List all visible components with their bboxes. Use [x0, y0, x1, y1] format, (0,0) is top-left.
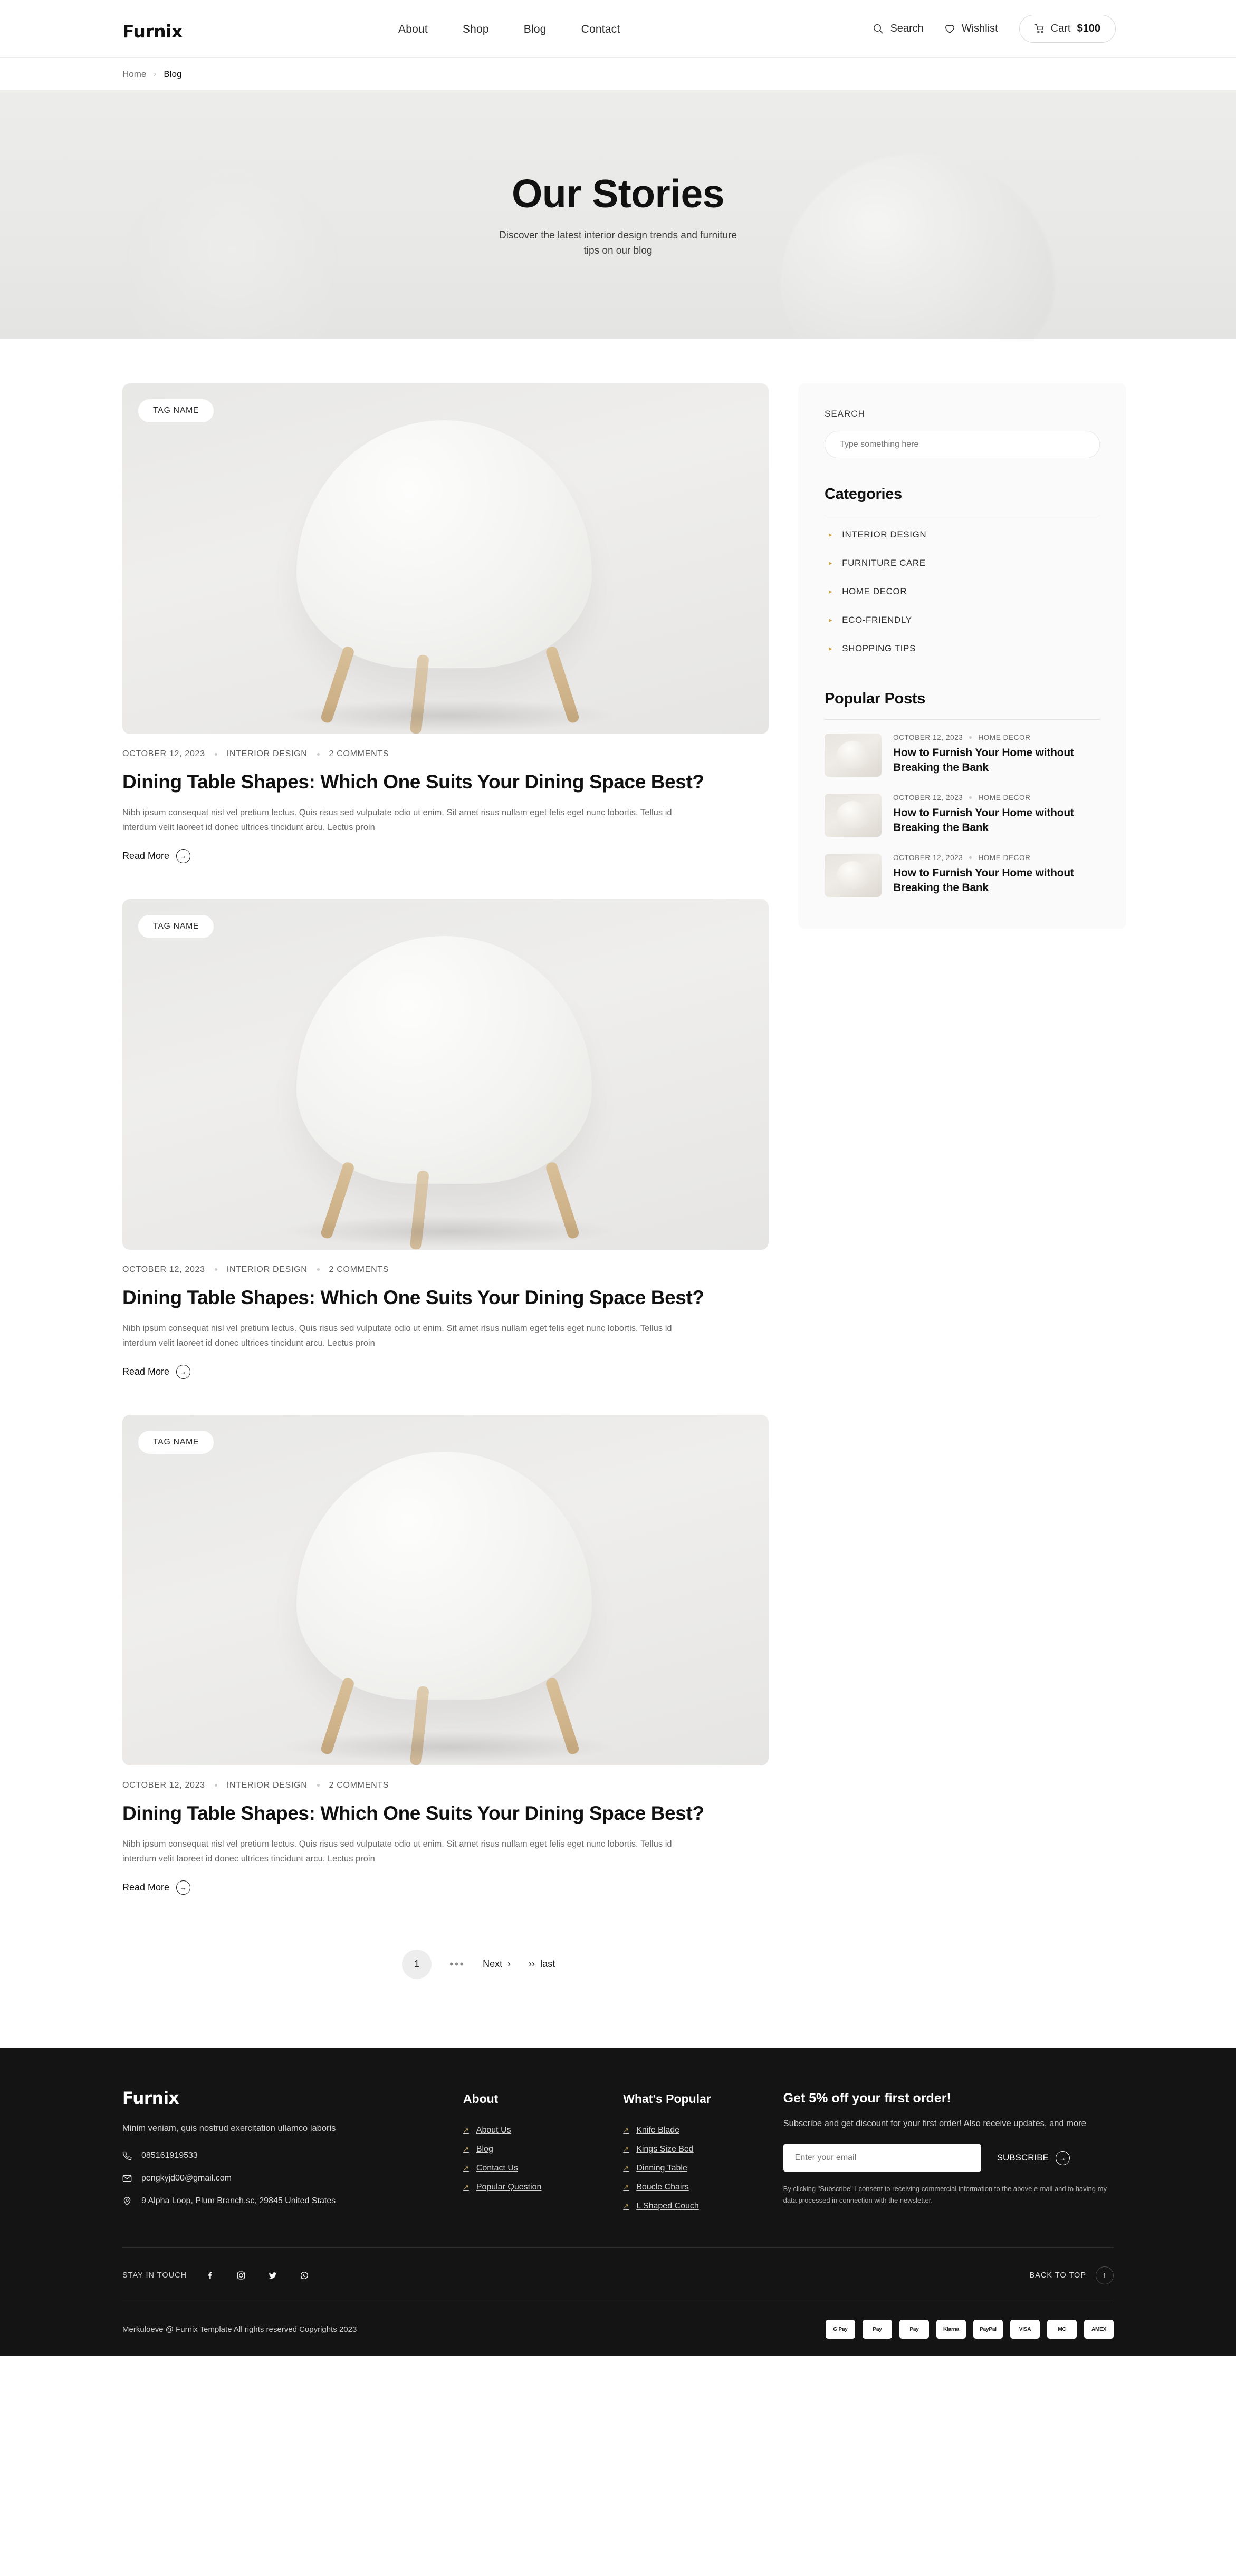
payment-shoppay-icon: Pay [899, 2320, 929, 2339]
wishlist-label: Wishlist [961, 23, 998, 34]
floor-shadow [281, 1731, 618, 1763]
breadcrumb-separator: › [154, 70, 157, 79]
pagination-ellipsis: ••• [449, 1957, 465, 1971]
breadcrumb-current: Blog [164, 69, 182, 79]
meta-dot-icon [969, 856, 972, 859]
main-nav [398, 23, 620, 36]
post-title[interactable]: Dining Table Shapes: Which One Suits Your Dining Space Best? [122, 1802, 704, 1824]
arrow-up-right-icon: ↗ [623, 2126, 629, 2134]
page-title: Our Stories [512, 171, 724, 216]
email-field[interactable] [795, 2153, 970, 2163]
search-label: Search [890, 23, 924, 34]
footer-newsletter [783, 2089, 1114, 2206]
read-more-link[interactable] [122, 1880, 190, 1895]
arrow-up-right-icon: ↗ [463, 2126, 469, 2134]
newsletter-text: Subscribe and get discount for your first order! Also receive updates, and more [783, 2118, 1086, 2128]
hero-banner [0, 91, 1236, 339]
subscribe-button[interactable] [997, 2151, 1070, 2165]
footer-about-heading: About [463, 2091, 499, 2106]
post-comments: 2 COMMENTS [329, 1780, 389, 1790]
location-pin-icon [122, 2196, 132, 2208]
divider [825, 719, 1100, 720]
popular-post-item[interactable] [825, 845, 1100, 905]
post-card [122, 1415, 769, 1895]
post-tag-badge[interactable]: TAG NAME [138, 915, 214, 938]
popular-post-meta [893, 734, 1100, 741]
arrow-right-icon: → [1056, 2151, 1070, 2165]
post-comments: 2 COMMENTS [329, 1265, 389, 1274]
newsletter-email-box[interactable] [783, 2144, 981, 2172]
category-label: ECO-FRIENDLY [842, 615, 912, 625]
popular-post-thumbnail [825, 794, 882, 837]
post-category[interactable]: INTERIOR DESIGN [226, 1265, 308, 1274]
footer-link-label: Blog [476, 2144, 493, 2154]
footer-link-label: Boucle Chairs [636, 2182, 689, 2192]
popular-post-meta [893, 854, 1100, 862]
post-excerpt: Nibh ipsum consequat nisl vel pretium lectus. Quis risus sed vulputate odio ut enim. Sit amet risus nullam eget felis eget nunc lobortis. Tellus id interdum velit laoreet id donec ultrices tincidunt arcu. Lectus proin [122, 1839, 672, 1864]
category-label: INTERIOR DESIGN [842, 529, 927, 539]
breadcrumb [0, 58, 1236, 91]
footer-bottom [122, 2303, 1114, 2356]
pagination-page-1[interactable]: 1 [402, 1950, 432, 1979]
stay-in-touch-label: STAY IN TOUCH [122, 2271, 187, 2280]
footer-link-label: L Shaped Couch [636, 2201, 699, 2211]
hero-subtitle: Discover the latest interior design trends and furniture tips on our blog [499, 229, 737, 256]
post-card [122, 899, 769, 1379]
sidebar-search-label: SEARCH [825, 409, 865, 419]
read-more-label: Read More [122, 1366, 170, 1377]
newsletter-form [783, 2144, 1114, 2172]
post-list [122, 383, 769, 2016]
post-meta [122, 749, 769, 759]
category-label: FURNITURE CARE [842, 558, 926, 568]
footer-link-blog[interactable] [463, 2140, 623, 2159]
popular-post-category: HOME DECOR [978, 854, 1031, 862]
popular-posts-heading: Popular Posts [825, 690, 926, 707]
arrow-up-right-icon: ↗ [623, 2164, 629, 2172]
footer-link-label: Kings Size Bed [636, 2144, 694, 2154]
arrow-up-right-icon: ↗ [623, 2183, 629, 2191]
footer-social-bar [122, 2248, 1114, 2303]
meta-dot-icon [317, 753, 320, 756]
post-date: OCTOBER 12, 2023 [122, 1265, 205, 1274]
footer-link-knife-blade[interactable] [623, 2121, 783, 2140]
caret-right-icon: ▸ [829, 530, 833, 538]
payment-paypal-icon: PayPal [973, 2320, 1003, 2339]
footer-link-about-us[interactable] [463, 2121, 623, 2140]
search-input[interactable] [840, 440, 1085, 449]
chair-illustration [296, 936, 592, 1184]
footer-brand [122, 2089, 463, 2208]
payment-methods [826, 2320, 1114, 2339]
meta-dot-icon [215, 1268, 217, 1271]
back-to-top-button[interactable] [1030, 2266, 1114, 2284]
read-more-label: Read More [122, 1882, 170, 1893]
pagination-last-label: last [540, 1958, 555, 1970]
post-title[interactable]: Dining Table Shapes: Which One Suits Your Dining Space Best? [122, 1286, 704, 1308]
post-category[interactable]: INTERIOR DESIGN [226, 749, 308, 758]
category-item-shopping-tips[interactable] [825, 634, 1100, 663]
payment-gpay-icon: G Pay [826, 2320, 855, 2339]
footer-about-column [463, 2089, 623, 2197]
arrow-up-icon: ↑ [1096, 2266, 1114, 2284]
arrow-right-icon: → [176, 1880, 190, 1895]
post-comments: 2 COMMENTS [329, 749, 389, 758]
search-icon [873, 24, 883, 34]
footer-link-l-shaped-couch[interactable] [623, 2197, 783, 2216]
copyright-text: Merkuloeve @ Furnix Template All rights reserved Copyrights 2023 [122, 2324, 357, 2334]
floor-shadow [281, 1215, 618, 1247]
popular-post-date: OCTOBER 12, 2023 [893, 854, 963, 862]
sidebar [798, 383, 1126, 929]
post-meta [122, 1781, 769, 1790]
footer-link-label: Popular Question [476, 2182, 542, 2192]
chair-illustration [296, 1452, 592, 1700]
category-item-home-decor[interactable] [825, 577, 1100, 606]
meta-dot-icon [215, 1784, 217, 1787]
arrow-up-right-icon: ↗ [463, 2183, 469, 2191]
read-more-label: Read More [122, 850, 170, 861]
popular-post-category: HOME DECOR [978, 794, 1031, 802]
facebook-icon[interactable] [200, 2266, 218, 2284]
cart-price: $100 [1077, 23, 1100, 34]
chevron-double-right-icon: ›› [529, 1958, 535, 1970]
post-image[interactable] [122, 1415, 769, 1765]
payment-amex-icon: AMEX [1084, 2320, 1114, 2339]
payment-klarna-icon: Klarna [936, 2320, 966, 2339]
popular-post-item[interactable] [825, 785, 1100, 845]
caret-right-icon: ▸ [829, 644, 833, 652]
site-header [0, 0, 1236, 58]
category-item-eco-friendly[interactable] [825, 606, 1100, 634]
payment-applepay-icon: Pay [863, 2320, 892, 2339]
footer-email: pengkyjd00@gmail.com [141, 2174, 232, 2183]
footer-logo[interactable]: Furnix [122, 2088, 179, 2108]
search-button[interactable] [873, 23, 923, 35]
newsletter-fine-print: By clicking "Subscribe" I consent to receiving commercial information to the above e-mail and to having my data processed in connection with the newsletter. [783, 2185, 1107, 2204]
footer-link-contact-us[interactable] [463, 2159, 623, 2178]
sidebar-search-box[interactable] [825, 431, 1100, 458]
meta-dot-icon [969, 736, 972, 739]
footer-popular-column [623, 2089, 783, 2216]
post-tag-badge[interactable]: TAG NAME [138, 399, 214, 422]
post-category[interactable]: INTERIOR DESIGN [226, 1780, 308, 1790]
read-more-link[interactable] [122, 849, 190, 863]
footer-link-label: Dinning Table [636, 2163, 687, 2173]
post-excerpt: Nibh ipsum consequat nisl vel pretium lectus. Quis risus sed vulputate odio ut enim. Sit amet risus nullam eget felis eget nunc lobortis. Tellus id interdum velit laoreet id donec ultrices tincidunt arcu. Lectus proin [122, 807, 672, 833]
floor-shadow [281, 700, 618, 731]
social-links [122, 2266, 313, 2284]
footer-link-label: About Us [476, 2125, 511, 2135]
popular-post-title: How to Furnish Your Home without Breaking the Bank [893, 807, 1074, 834]
pagination [402, 1931, 769, 2016]
read-more-link[interactable] [122, 1365, 190, 1379]
newsletter-heading: Get 5% off your first order! [783, 2090, 951, 2106]
meta-dot-icon [317, 1268, 320, 1271]
post-date: OCTOBER 12, 2023 [122, 749, 205, 758]
post-image[interactable] [122, 899, 769, 1250]
arrow-up-right-icon: ↗ [623, 2202, 629, 2210]
category-item-interior-design[interactable] [825, 520, 1100, 549]
post-image[interactable] [122, 383, 769, 734]
cart-icon [1034, 24, 1045, 34]
caret-right-icon: ▸ [829, 587, 833, 595]
popular-post-thumbnail [825, 734, 882, 777]
post-title[interactable]: Dining Table Shapes: Which One Suits Your Dining Space Best? [122, 771, 704, 793]
categories-heading: Categories [825, 486, 902, 503]
chevron-right-icon: › [507, 1958, 511, 1970]
popular-post-date: OCTOBER 12, 2023 [893, 794, 963, 802]
footer-contact [122, 2151, 463, 2208]
payment-visa-icon: VISA [1010, 2320, 1040, 2339]
post-excerpt: Nibh ipsum consequat nisl vel pretium lectus. Quis risus sed vulputate odio ut enim. Sit amet risus nullam eget felis eget nunc lobortis. Tellus id interdum velit laoreet id donec ultrices tincidunt arcu. Lectus proin [122, 1323, 672, 1348]
arrow-up-right-icon: ↗ [623, 2145, 629, 2153]
popular-post-category: HOME DECOR [978, 734, 1031, 741]
phone-icon [122, 2151, 132, 2163]
footer-top [122, 2089, 1114, 2216]
footer-description: Minim veniam, quis nostrud exercitation ullamco laboris [122, 2123, 336, 2133]
meta-dot-icon [215, 753, 217, 756]
pagination-last[interactable] [529, 1958, 555, 1970]
brand-logo[interactable]: Furnix [122, 21, 183, 42]
popular-post-meta [893, 794, 1100, 802]
post-tag-badge[interactable]: TAG NAME [138, 1431, 214, 1454]
arrow-right-icon: → [176, 849, 190, 863]
breadcrumb-home[interactable]: Home [122, 69, 147, 79]
footer-address-row [122, 2196, 344, 2208]
popular-post-title: How to Furnish Your Home without Breaking the Bank [893, 867, 1074, 894]
footer-link-kings-size-bed[interactable] [623, 2140, 783, 2159]
nav-item-blog[interactable]: Blog [523, 23, 547, 35]
footer-link-popular-question[interactable] [463, 2178, 623, 2197]
footer-link-boucle-chairs[interactable] [623, 2178, 783, 2197]
back-to-top-label: BACK TO TOP [1029, 2271, 1086, 2280]
payment-mastercard-icon: MC [1047, 2320, 1077, 2339]
footer-popular-heading: What's Popular [623, 2091, 711, 2106]
footer-phone: 085161919533 [141, 2151, 198, 2160]
nav-item-contact[interactable]: Contact [581, 23, 620, 35]
twitter-icon[interactable] [264, 2266, 282, 2284]
pagination-next-label: Next [483, 1958, 503, 1970]
meta-dot-icon [969, 796, 972, 799]
popular-post-item[interactable] [825, 725, 1100, 785]
popular-post-title: How to Furnish Your Home without Breaking the Bank [893, 747, 1074, 774]
cart-label: Cart [1050, 23, 1071, 34]
header-actions [873, 15, 1116, 43]
main-content [0, 339, 1236, 2016]
category-label: HOME DECOR [842, 586, 907, 596]
heart-icon [945, 24, 955, 34]
subscribe-label: SUBSCRIBE [997, 2153, 1049, 2163]
footer-address: 9 Alpha Loop, Plum Branch,sc, 29845 United States [141, 2196, 336, 2206]
cart-button[interactable] [1019, 15, 1116, 43]
popular-post-thumbnail [825, 854, 882, 897]
meta-dot-icon [317, 1784, 320, 1787]
caret-right-icon: ▸ [829, 559, 833, 567]
sidebar-card [798, 383, 1126, 929]
footer-link-label: Contact Us [476, 2163, 518, 2173]
nav-item-about[interactable]: About [398, 23, 428, 35]
footer-link-label: Knife Blade [636, 2125, 680, 2135]
popular-post-date: OCTOBER 12, 2023 [893, 734, 963, 741]
footer-phone-row[interactable] [122, 2151, 344, 2163]
nav-item-shop[interactable]: Shop [462, 23, 489, 35]
instagram-icon[interactable] [232, 2266, 250, 2284]
whatsapp-icon[interactable] [295, 2266, 313, 2284]
footer-email-row[interactable] [122, 2174, 344, 2186]
chair-illustration [296, 420, 592, 668]
footer-link-dinning-table[interactable] [623, 2159, 783, 2178]
category-label: SHOPPING TIPS [842, 643, 916, 653]
caret-right-icon: ▸ [829, 616, 833, 624]
arrow-right-icon: → [176, 1365, 190, 1379]
post-date: OCTOBER 12, 2023 [122, 1780, 205, 1790]
pagination-next[interactable] [483, 1958, 511, 1970]
wishlist-button[interactable] [945, 23, 998, 35]
post-meta [122, 1265, 769, 1275]
arrow-up-right-icon: ↗ [463, 2145, 469, 2153]
category-item-furniture-care[interactable] [825, 549, 1100, 577]
post-card [122, 383, 769, 863]
arrow-up-right-icon: ↗ [463, 2164, 469, 2172]
mail-icon [122, 2174, 132, 2186]
site-footer [0, 2048, 1236, 2356]
